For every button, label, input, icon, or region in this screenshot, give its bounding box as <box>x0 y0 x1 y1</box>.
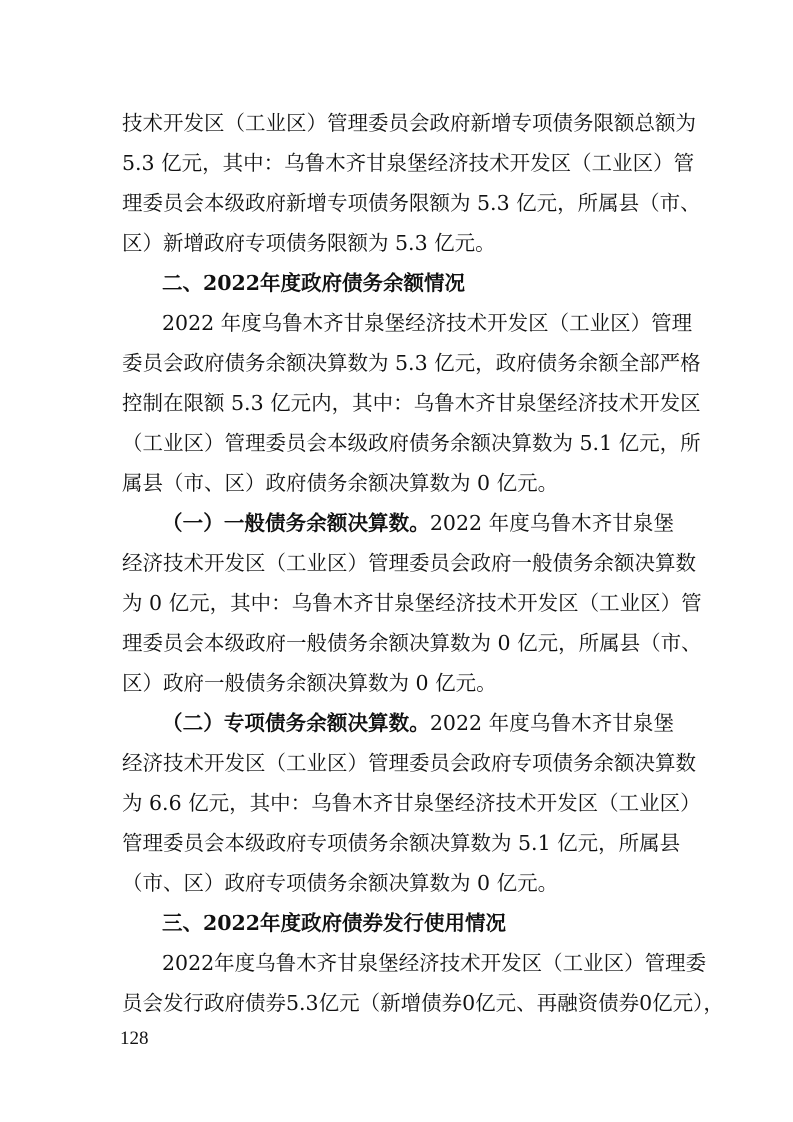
text-line: 技术开发区（工业区）管理委员会政府新增专项债务限额总额为 <box>122 111 696 135</box>
text-line <box>162 708 674 738</box>
text-line: （市、区）政府专项债务余额决算数为 0 亿元。 <box>122 871 559 895</box>
text-line: 理委员会本级政府一般债务余额决算数为 0 亿元，所属县（市、 <box>122 631 702 655</box>
text-span: 2022 年度乌鲁木齐甘泉堡 <box>429 711 675 735</box>
text-line: 控制在限额 5.3 亿元内，其中：乌鲁木齐甘泉堡经济技术开发区 <box>122 391 701 415</box>
text-line: 属县（市、区）政府债务余额决算数为 0 亿元。 <box>122 471 559 495</box>
text-line: 管理委员会本级政府专项债务余额决算数为 5.1 亿元，所属县 <box>122 831 681 855</box>
text-line: 2022年度乌鲁木齐甘泉堡经济技术开发区（工业区）管理委 <box>162 951 707 975</box>
section-heading: 二、2022年度政府债务余额情况 <box>162 271 466 295</box>
text-line: 理委员会本级政府新增专项债务限额为 5.3 亿元，所属县（市、 <box>122 191 701 215</box>
text-line: 经济技术开发区（工业区）管理委员会政府专项债务余额决算数 <box>122 751 696 775</box>
text-line: 为 6.6 亿元，其中：乌鲁木齐甘泉堡经济技术开发区（工业区） <box>122 791 701 815</box>
text-line: 区）新增政府专项债务限额为 5.3 亿元。 <box>122 231 496 255</box>
text-line: 委员会政府债务余额决算数为 5.3 亿元，政府债务余额全部严格 <box>122 351 701 375</box>
text-line: 区）政府一般债务余额决算数为 0 亿元。 <box>122 671 497 695</box>
text-line: 经济技术开发区（工业区）管理委员会政府一般债务余额决算数 <box>122 551 696 575</box>
text-line: 2022 年度乌鲁木齐甘泉堡经济技术开发区（工业区）管理 <box>162 311 693 335</box>
text-line: 员会发行政府债券5.3亿元（新增债券0亿元、再融资债券0亿元）， <box>122 991 724 1015</box>
text-line: 为 0 亿元，其中：乌鲁木齐甘泉堡经济技术开发区（工业区）管 <box>122 591 702 615</box>
subsection-lead: （一）一般债务余额决算数。 <box>162 511 430 535</box>
text-line <box>162 508 674 538</box>
text-line: 5.3 亿元，其中：乌鲁木齐甘泉堡经济技术开发区（工业区）管 <box>122 151 695 175</box>
section-heading: 三、2022年度政府债券发行使用情况 <box>162 911 507 935</box>
text-line: （工业区）管理委员会本级政府债务余额决算数为 5.1 亿元，所 <box>122 431 701 455</box>
subsection-lead: （二）专项债务余额决算数。 <box>162 711 430 735</box>
page-number: 128 <box>120 1028 149 1049</box>
text-span: 2022 年度乌鲁木齐甘泉堡 <box>429 511 675 535</box>
